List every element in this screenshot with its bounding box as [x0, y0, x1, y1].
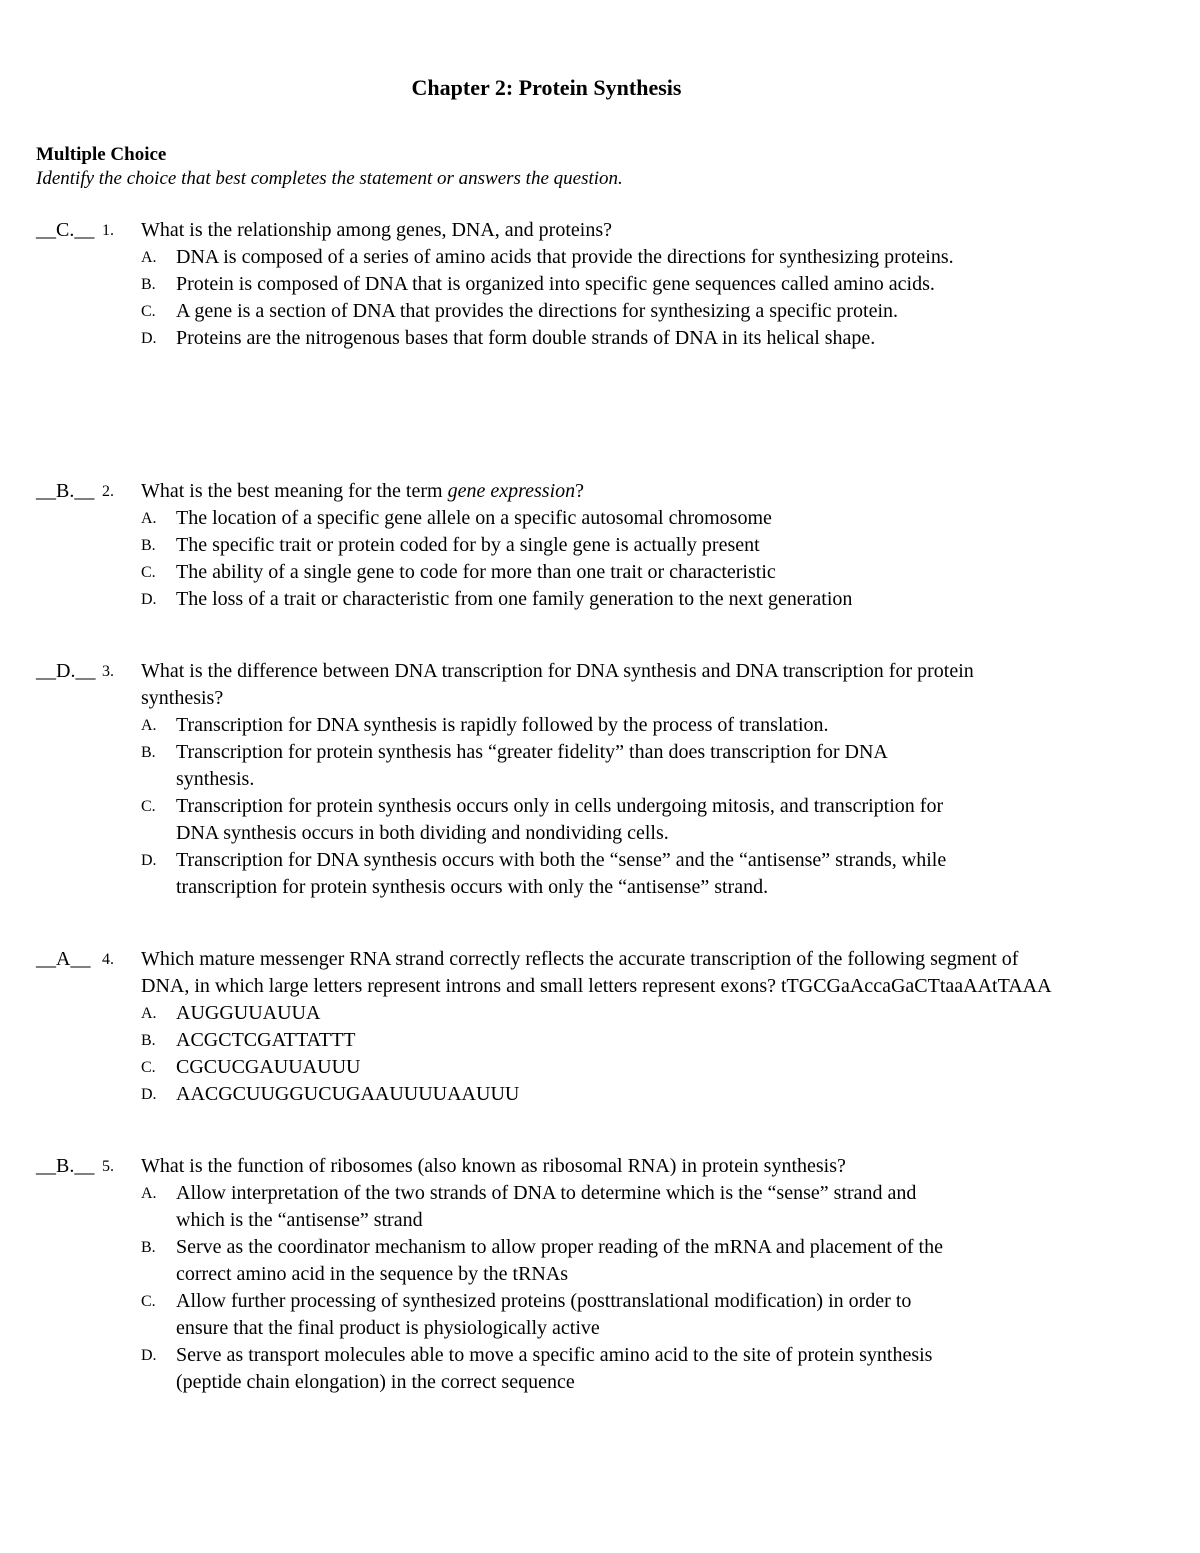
question-3-line — [36, 658, 1156, 712]
choice-text: Allow interpretation of the two strands of DNA to determine which is the “sense” strand and which is the “antisense” strand — [176, 1182, 917, 1231]
question-5-number: 5. — [102, 1158, 114, 1175]
question-2-line — [36, 478, 1156, 505]
question-3-answer: __D.__ — [36, 660, 96, 682]
choice-text: Allow further processing of synthesized proteins (posttranslational modification) in order to ensure that the final product is physiologically active — [176, 1290, 912, 1339]
choice-letter: C. — [141, 564, 156, 581]
question-5-choice-c — [141, 1288, 1156, 1342]
question-2-choice-b — [141, 532, 1156, 559]
page-title: Chapter 2: Protein Synthesis — [411, 75, 682, 100]
choice-letter: D. — [141, 591, 157, 608]
question-2-stem-end: ? — [575, 480, 585, 502]
question-2 — [36, 478, 1156, 613]
choice-text: CGCUCGAUUAUUU — [176, 1056, 361, 1078]
choice-letter: C. — [141, 1059, 156, 1076]
question-5-answer: __B.__ — [36, 1155, 95, 1177]
question-4-line — [36, 946, 1156, 1000]
question-3 — [36, 658, 1156, 901]
question-1-choice-b — [141, 271, 1156, 298]
choice-letter: D. — [141, 1347, 157, 1364]
choice-letter: D. — [141, 330, 157, 347]
question-2-stem-start: What is the best meaning for the term — [141, 480, 448, 502]
choice-letter: B. — [141, 537, 156, 554]
choice-text: The ability of a single gene to code for more than one trait or characteristic — [176, 561, 776, 583]
choice-letter: A. — [141, 1185, 157, 1202]
choice-letter: B. — [141, 1032, 156, 1049]
question-2-number: 2. — [102, 483, 114, 500]
question-4 — [36, 946, 1156, 1108]
choice-letter: C. — [141, 798, 156, 815]
question-1-line — [36, 217, 1156, 244]
question-5-choice-a — [141, 1180, 1156, 1234]
question-2-stem — [141, 478, 1056, 505]
question-3-choice-b — [141, 739, 1156, 793]
question-4-number: 4. — [102, 951, 114, 968]
choice-letter: B. — [141, 276, 156, 293]
question-1-number: 1. — [102, 222, 114, 239]
question-1-choice-c — [141, 298, 1156, 325]
choice-text: Transcription for DNA synthesis occurs with both the “sense” and the “antisense” strands, while transcription for protein synthesis occurs with only the “antisense” strand. — [176, 849, 947, 898]
choice-letter: C. — [141, 303, 156, 320]
choice-letter: B. — [141, 744, 156, 761]
question-5-line — [36, 1153, 1156, 1180]
question-3-stem: What is the difference between DNA transcription for DNA synthesis and DNA transcription for protein synthesis? — [141, 660, 974, 709]
question-3-choice-d — [141, 847, 1156, 901]
choice-text: The specific trait or protein coded for by a single gene is actually present — [176, 534, 760, 556]
question-4-stem: Which mature messenger RNA strand correctly reflects the accurate transcription of the following segment of DNA, in which large letters represent introns and small letters represent exons? tTGCGaAccaGaCTtaaAAtTAAA — [141, 948, 1052, 997]
question-3-choice-a — [141, 712, 1156, 739]
choice-text: AUGGUUAUUA — [176, 1002, 321, 1024]
choice-text: ACGCTCGATTATTT — [176, 1029, 356, 1051]
question-3-choice-c — [141, 793, 1156, 847]
section-instructions: Identify the choice that best completes the statement or answers the question. — [36, 168, 623, 189]
question-1-choice-a — [141, 244, 1156, 271]
question-2-choice-c — [141, 559, 1156, 586]
question-1 — [36, 217, 1156, 352]
question-4-choice-b — [141, 1027, 1156, 1054]
question-5-stem: What is the function of ribosomes (also known as ribosomal RNA) in protein synthesis? — [141, 1155, 846, 1177]
choice-letter: D. — [141, 852, 157, 869]
choice-text: Serve as transport molecules able to move a specific amino acid to the site of protein synthesis (peptide chain elongation) in the correct sequence — [176, 1344, 933, 1393]
question-2-stem-term: gene expression — [447, 480, 576, 502]
question-1-choice-d — [141, 325, 1156, 352]
question-4-choice-a — [141, 1000, 1156, 1027]
choice-text: AACGCUUGGUCUGAAUUUUAAUUU — [176, 1083, 520, 1105]
choice-letter: A. — [141, 1005, 157, 1022]
question-5 — [36, 1153, 1156, 1396]
choice-text: The loss of a trait or characteristic from one family generation to the next generation — [176, 588, 853, 610]
question-4-choice-d — [141, 1081, 1156, 1108]
choice-letter: A. — [141, 510, 157, 527]
choice-text: Serve as the coordinator mechanism to allow proper reading of the mRNA and placement of the correct amino acid in the sequence by the tRNAs — [176, 1236, 943, 1285]
choice-text: The location of a specific gene allele on a specific autosomal chromosome — [176, 507, 772, 529]
question-2-choice-d — [141, 586, 1156, 613]
question-2-choice-a — [141, 505, 1156, 532]
question-3-number: 3. — [102, 663, 114, 680]
question-5-choice-d — [141, 1342, 1156, 1396]
question-4-choice-c — [141, 1054, 1156, 1081]
choice-letter: A. — [141, 717, 157, 734]
choice-text: A gene is a section of DNA that provides the directions for synthesizing a specific protein. — [176, 300, 899, 322]
choice-text: Transcription for DNA synthesis is rapidly followed by the process of translation. — [176, 714, 829, 736]
question-5-choice-b — [141, 1234, 1156, 1288]
section-heading: Multiple Choice — [36, 144, 167, 165]
question-2-answer: __B.__ — [36, 480, 95, 502]
choice-letter: C. — [141, 1293, 156, 1310]
choice-letter: D. — [141, 1086, 157, 1103]
choice-text: Transcription for protein synthesis occurs only in cells undergoing mitosis, and transcription for DNA synthesis occurs in both dividing and nondividing cells. — [176, 795, 944, 844]
question-4-answer: __A__ — [36, 948, 91, 970]
question-1-answer: __C.__ — [36, 219, 95, 241]
choice-text: Proteins are the nitrogenous bases that form double strands of DNA in its helical shape. — [176, 327, 876, 349]
choice-text: DNA is composed of a series of amino acids that provide the directions for synthesizing proteins. — [176, 246, 954, 268]
choice-letter: B. — [141, 1239, 156, 1256]
choice-letter: A. — [141, 249, 157, 266]
question-1-stem: What is the relationship among genes, DNA, and proteins? — [141, 219, 612, 241]
choice-text: Protein is composed of DNA that is organized into specific gene sequences called amino acids. — [176, 273, 935, 295]
choice-text: Transcription for protein synthesis has “greater fidelity” than does transcription for DNA synthesis. — [176, 741, 887, 790]
